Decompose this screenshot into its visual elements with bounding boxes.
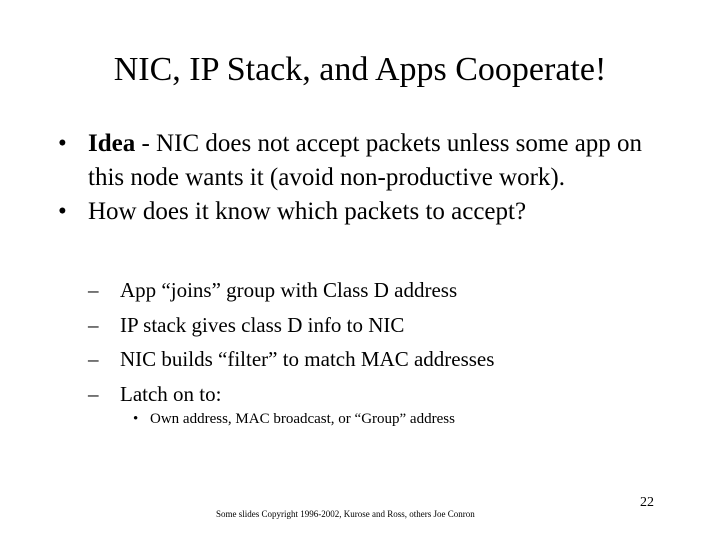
sub-sub-bullet-text: Own address, MAC broadcast, or “Group” address	[150, 411, 455, 427]
bullet-text: How does it know which packets to accept?	[88, 198, 527, 225]
dash-mark: –	[88, 278, 99, 302]
sub-bullet-latch	[88, 377, 494, 412]
page-number: 22	[640, 495, 654, 510]
bullet-question	[58, 195, 678, 229]
bullet-text: - NIC does not accept packets unless some app on this node wants it (avoid non-productive work).	[88, 130, 643, 191]
bullet-idea	[58, 127, 678, 195]
sub-bullet-filter	[88, 342, 495, 377]
sub-bullet-list	[88, 273, 495, 411]
dash-mark: –	[88, 381, 99, 406]
slide-title: NIC, IP Stack, and Apps Cooperate!	[113, 51, 607, 88]
sub-bullet-text: NIC builds “filter” to match MAC addresses	[120, 347, 495, 371]
bullet-list	[58, 127, 678, 229]
sub-sub-bullet-addresses	[133, 408, 455, 430]
sub-bullet-text: IP stack gives class D info to NIC	[120, 312, 405, 337]
bullet-mark: •	[58, 130, 67, 157]
sub-bullet-text: Latch on to:	[120, 381, 222, 406]
dash-mark: –	[88, 347, 99, 371]
sub-bullet-ip-stack	[88, 308, 494, 343]
sub-bullet-text: App “joins” group with Class D address	[120, 278, 458, 302]
bullet-mark: •	[58, 198, 67, 225]
dash-mark: –	[88, 312, 99, 337]
sub-bullet-joins	[88, 273, 494, 308]
sub-sub-bullet-list	[133, 408, 455, 430]
bullet-term: Idea	[88, 130, 136, 157]
footer-credit: Some slides Copyright 1996-2002, Kurose and Ross, others Joe Conron	[216, 509, 475, 519]
bullet-mark: •	[133, 411, 139, 427]
